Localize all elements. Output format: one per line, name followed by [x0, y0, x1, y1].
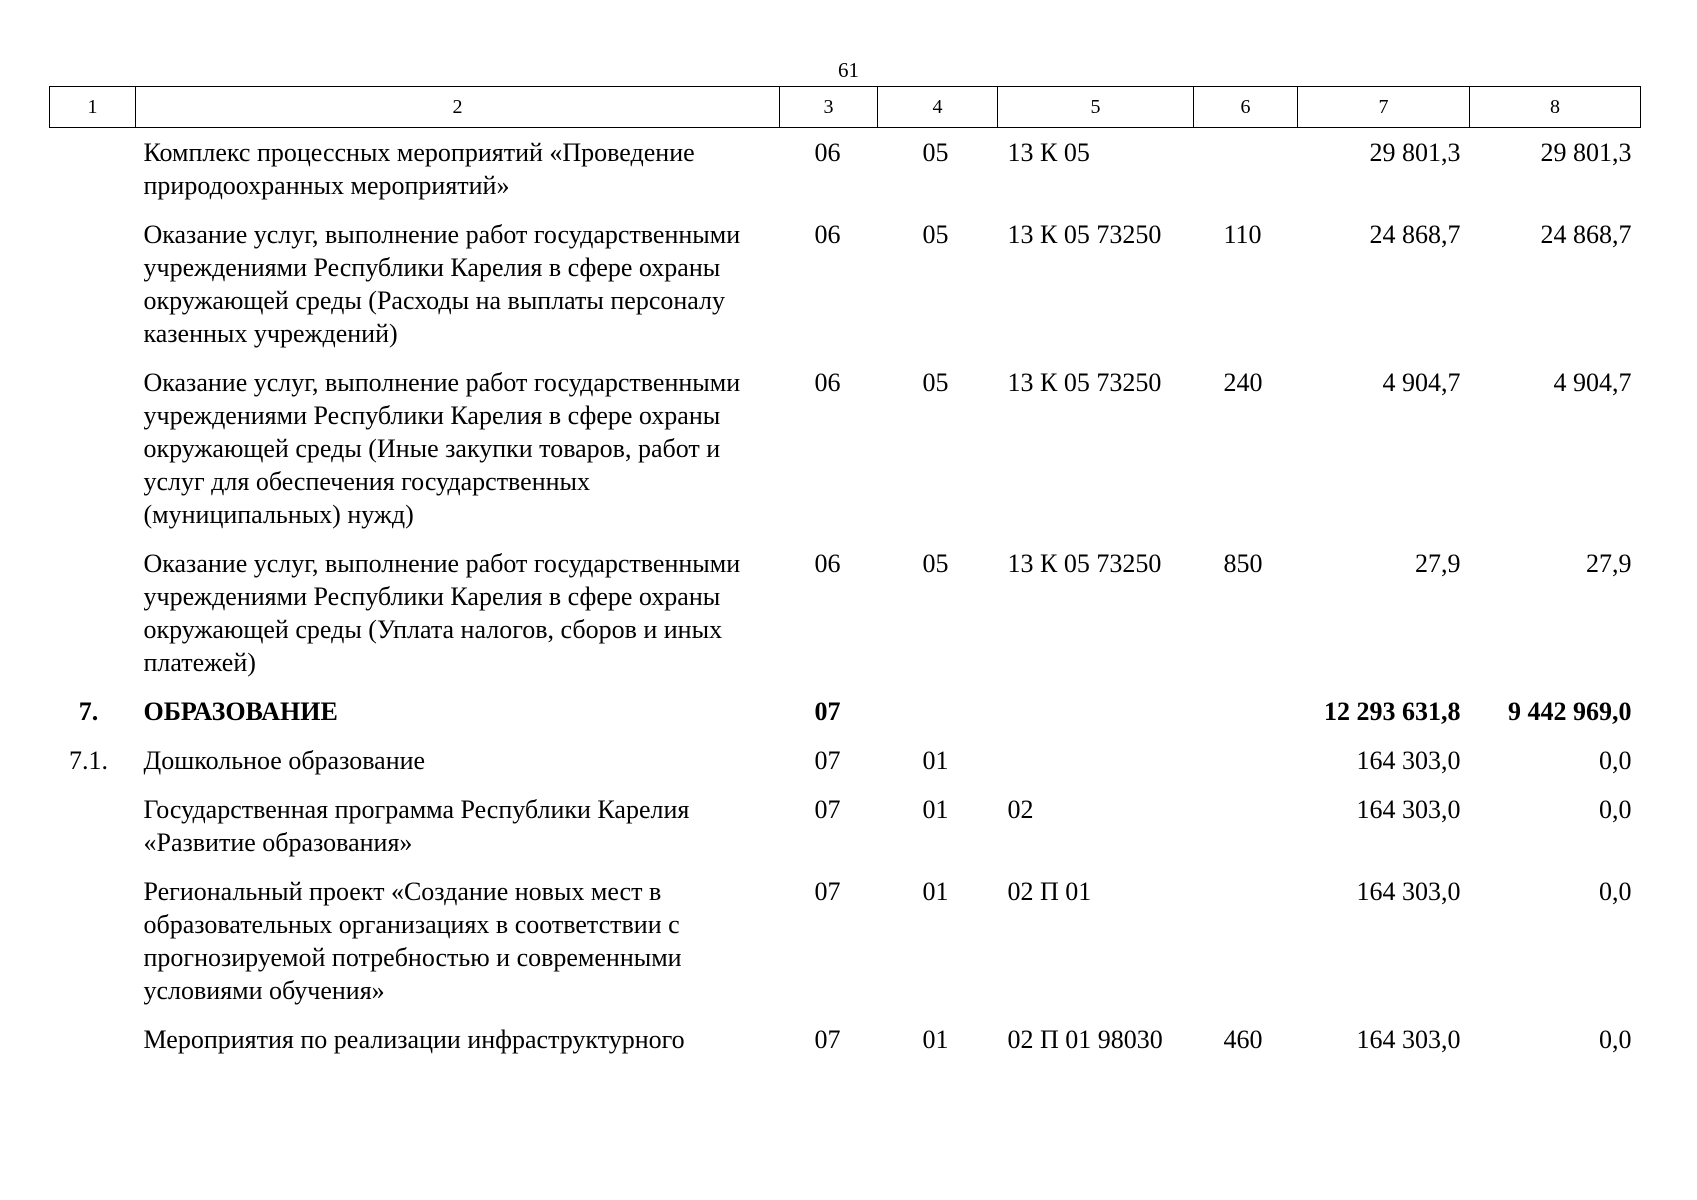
- subsection-code: [878, 683, 998, 732]
- table-row: [50, 781, 1641, 863]
- amount-column-8: 0,0: [1599, 877, 1632, 906]
- amount-column-8: 27,9: [1586, 549, 1632, 578]
- table-row: [50, 683, 1641, 732]
- subsection-code: 05: [922, 368, 949, 397]
- section-code: 06: [814, 549, 841, 578]
- amount-column-8: 24 868,7: [1540, 220, 1632, 249]
- column-header-3: 3: [780, 87, 878, 128]
- row-number: [50, 354, 136, 535]
- budget-table: [49, 86, 1641, 1060]
- row-number: [50, 535, 136, 683]
- target-article-code: 02 П 01: [1007, 877, 1092, 906]
- amount-column-8: 0,0: [1599, 746, 1632, 775]
- row-number: [50, 1011, 136, 1060]
- column-header-1: 1: [50, 87, 136, 128]
- row-description: Региональный проект «Создание новых мест в образовательных организациях в соответствии с прогнозируемой потребностью и современными условиями обучения»: [143, 877, 682, 1005]
- subsection-code: 01: [922, 877, 949, 906]
- target-article-code: 13 К 05: [1007, 138, 1090, 167]
- section-code: 07: [814, 795, 841, 824]
- row-number: 7.: [78, 697, 99, 726]
- amount-column-7: 164 303,0: [1356, 877, 1461, 906]
- row-description: Комплекс процессных мероприятий «Проведение природоохранных мероприятий»: [143, 138, 695, 200]
- column-header-5: 5: [998, 87, 1194, 128]
- expense-type-code: [1194, 863, 1298, 1011]
- column-header-8: 8: [1470, 87, 1641, 128]
- column-header-4: 4: [878, 87, 998, 128]
- amount-column-8: 4 904,7: [1553, 368, 1632, 397]
- table-body: [50, 128, 1641, 1061]
- row-number: [50, 781, 136, 863]
- section-code: 06: [814, 138, 841, 167]
- table-row: [50, 354, 1641, 535]
- table-row: [50, 732, 1641, 781]
- row-description: Государственная программа Республики Карелия «Развитие образования»: [143, 795, 690, 857]
- amount-column-8: 0,0: [1599, 795, 1632, 824]
- expense-type-code: [1194, 128, 1298, 207]
- amount-column-7: 164 303,0: [1356, 1025, 1461, 1054]
- subsection-code: 01: [922, 746, 949, 775]
- row-description: Оказание услуг, выполнение работ государственными учреждениями Республики Карелия в сфере охраны окружающей среды (Уплата налогов, сборов и иных платежей): [143, 549, 741, 677]
- amount-column-7: 29 801,3: [1369, 138, 1461, 167]
- amount-column-7: 27,9: [1415, 549, 1461, 578]
- section-code: 07: [814, 877, 841, 906]
- section-code: 07: [814, 746, 841, 775]
- amount-column-8: 29 801,3: [1540, 138, 1632, 167]
- table-row: [50, 128, 1641, 207]
- expense-type-code: 240: [1223, 368, 1263, 397]
- table-row: [50, 863, 1641, 1011]
- table-row: [50, 1011, 1641, 1060]
- amount-column-8: 0,0: [1599, 1025, 1632, 1054]
- row-description: Мероприятия по реализации инфраструктурного: [143, 1025, 685, 1054]
- target-article-code: 02: [1007, 795, 1034, 824]
- column-header-7: 7: [1298, 87, 1470, 128]
- target-article-code: 13 К 05 73250: [1007, 368, 1162, 397]
- target-article-code: [998, 683, 1194, 732]
- row-description: Оказание услуг, выполнение работ государственными учреждениями Республики Карелия в сфере охраны окружающей среды (Расходы на выплаты персоналу казенных учреждений): [143, 220, 741, 348]
- expense-type-code: 460: [1223, 1025, 1263, 1054]
- subsection-code: 05: [922, 220, 949, 249]
- amount-column-7: 24 868,7: [1369, 220, 1461, 249]
- subsection-code: 01: [922, 795, 949, 824]
- row-number: [50, 206, 136, 354]
- target-article-code: 13 К 05 73250: [1007, 549, 1162, 578]
- section-code: 07: [814, 1025, 841, 1054]
- row-number: 7.1.: [69, 746, 108, 775]
- target-article-code: 13 К 05 73250: [1007, 220, 1162, 249]
- row-description: Оказание услуг, выполнение работ государственными учреждениями Республики Карелия в сфере охраны окружающей среды (Иные закупки товаров, работ и услуг для обеспечения государственных (муниципальных) нужд): [143, 368, 741, 529]
- amount-column-7: 164 303,0: [1356, 746, 1461, 775]
- column-header-6: 6: [1194, 87, 1298, 128]
- row-number: [50, 128, 136, 207]
- amount-column-8: 9 442 969,0: [1508, 697, 1632, 726]
- expense-type-code: [1194, 683, 1298, 732]
- row-description: ОБРАЗОВАНИЕ: [143, 697, 338, 726]
- subsection-code: 05: [922, 138, 949, 167]
- table-row: [50, 535, 1641, 683]
- amount-column-7: 12 293 631,8: [1324, 697, 1461, 726]
- table-row: [50, 206, 1641, 354]
- subsection-code: 05: [922, 549, 949, 578]
- row-description: Дошкольное образование: [143, 746, 426, 775]
- section-code: 06: [814, 220, 841, 249]
- expense-type-code: 110: [1223, 220, 1262, 249]
- section-code: 07: [814, 697, 841, 726]
- section-code: 06: [814, 368, 841, 397]
- column-header-2: 2: [136, 87, 780, 128]
- expense-type-code: [1194, 781, 1298, 863]
- amount-column-7: 4 904,7: [1382, 368, 1461, 397]
- page-number: 61: [838, 58, 859, 82]
- header-row: [50, 87, 1641, 128]
- subsection-code: 01: [922, 1025, 949, 1054]
- amount-column-7: 164 303,0: [1356, 795, 1461, 824]
- row-number: [50, 863, 136, 1011]
- table-header: [50, 87, 1641, 128]
- target-article-code: 02 П 01 98030: [1007, 1025, 1163, 1054]
- expense-type-code: 850: [1223, 549, 1263, 578]
- target-article-code: [998, 732, 1194, 781]
- expense-type-code: [1194, 732, 1298, 781]
